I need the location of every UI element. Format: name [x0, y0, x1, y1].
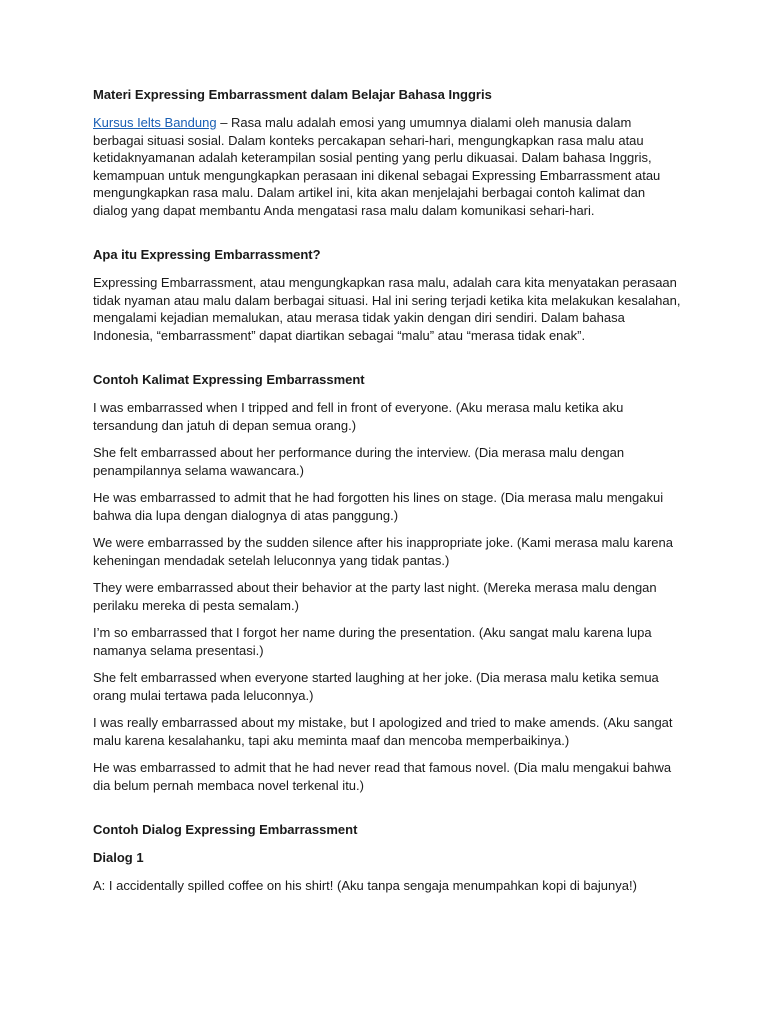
- section-heading-dialog: Contoh Dialog Expressing Embarrassment: [93, 822, 358, 837]
- spacer: [93, 229, 683, 246]
- document-title: Materi Expressing Embarrassment dalam Belajar Bahasa Inggris: [93, 87, 492, 102]
- example-sentence: He was embarrassed to admit that he had forgotten his lines on stage. (Dia merasa malu mengakui bahwa dia lupa dengan dialognya di atas panggung.): [93, 490, 664, 523]
- section-heading-definition: Apa itu Expressing Embarrassment?: [93, 247, 321, 262]
- dialog-1-heading: Dialog 1: [93, 850, 144, 865]
- example-sentence: He was embarrassed to admit that he had never read that famous novel. (Dia malu mengakui bahwa dia belum pernah membaca novel terkenal itu.): [93, 760, 672, 793]
- dialog-line: A: I accidentally spilled coffee on his shirt! (Aku tanpa sengaja menumpahkan kopi di bajunya!): [93, 878, 637, 893]
- example-sentence: I was really embarrassed about my mistake, but I apologized and tried to make amends. (Aku sangat malu karena kesalahanku, tapi aku meminta maaf dan mencoba memperbaikinya.): [93, 715, 673, 748]
- document-body: [93, 86, 683, 905]
- example-sentence: She felt embarrassed about her performance during the interview. (Dia merasa malu dengan penampilannya selama wawancara.): [93, 445, 625, 478]
- example-sentence: She felt embarrassed when everyone started laughing at her joke. (Dia merasa malu ketika semua orang mulai tertawa pada leluconnya.): [93, 670, 659, 703]
- example-sentence: They were embarrassed about their behavior at the party last night. (Mereka merasa malu dengan perilaku mereka di pesta semalam.): [93, 580, 657, 613]
- intro-paragraph: [93, 114, 683, 219]
- spacer: [93, 354, 683, 371]
- example-sentence: I’m so embarrassed that I forgot her name during the presentation. (Aku sangat malu karena lupa namanya selama presentasi.): [93, 625, 652, 658]
- spacer: [93, 804, 683, 821]
- section-heading-examples: Contoh Kalimat Expressing Embarrassment: [93, 372, 365, 387]
- intro-text: – Rasa malu adalah emosi yang umumnya dialami oleh manusia dalam berbagai situasi sosial. Dalam konteks percakapan sehari-hari, mengungkapkan rasa malu atau ketidaknyamanan adalah keterampilan sosial penting yang perlu dikuasai. Dalam bahasa Inggris, kemampuan untuk mengungkapkan perasaan ini dikenal sebagai Expressing Embarrassment atau mengungkapkan rasa malu. Dalam artikel ini, kita akan menjelajahi berbagai contoh kalimat dan dialog yang dapat membantu Anda mengatasi rasa malu dalam komunikasi sehari-hari.: [93, 115, 661, 218]
- example-sentence: We were embarrassed by the sudden silence after his inappropriate joke. (Kami merasa malu karena keheningan mendadak setelah leluconnya yang tidak pantas.): [93, 535, 673, 568]
- example-sentence: I was embarrassed when I tripped and fell in front of everyone. (Aku merasa malu ketika aku tersandung dan jatuh di depan semua orang.): [93, 400, 624, 433]
- definition-paragraph: Expressing Embarrassment, atau mengungkapkan rasa malu, adalah cara kita menyatakan perasaan tidak nyaman atau malu dalam berbagai situasi. Hal ini sering terjadi ketika kita melakukan kesalahan, mengalami kejadian memalukan, atau merasa tidak yakin dengan diri sendiri. Dalam bahasa Indonesia, “embarrassment” dapat diartikan sebagai “malu” atau “merasa tidak enak”.: [93, 275, 681, 343]
- ielts-course-link[interactable]: Kursus Ielts Bandung: [93, 115, 217, 130]
